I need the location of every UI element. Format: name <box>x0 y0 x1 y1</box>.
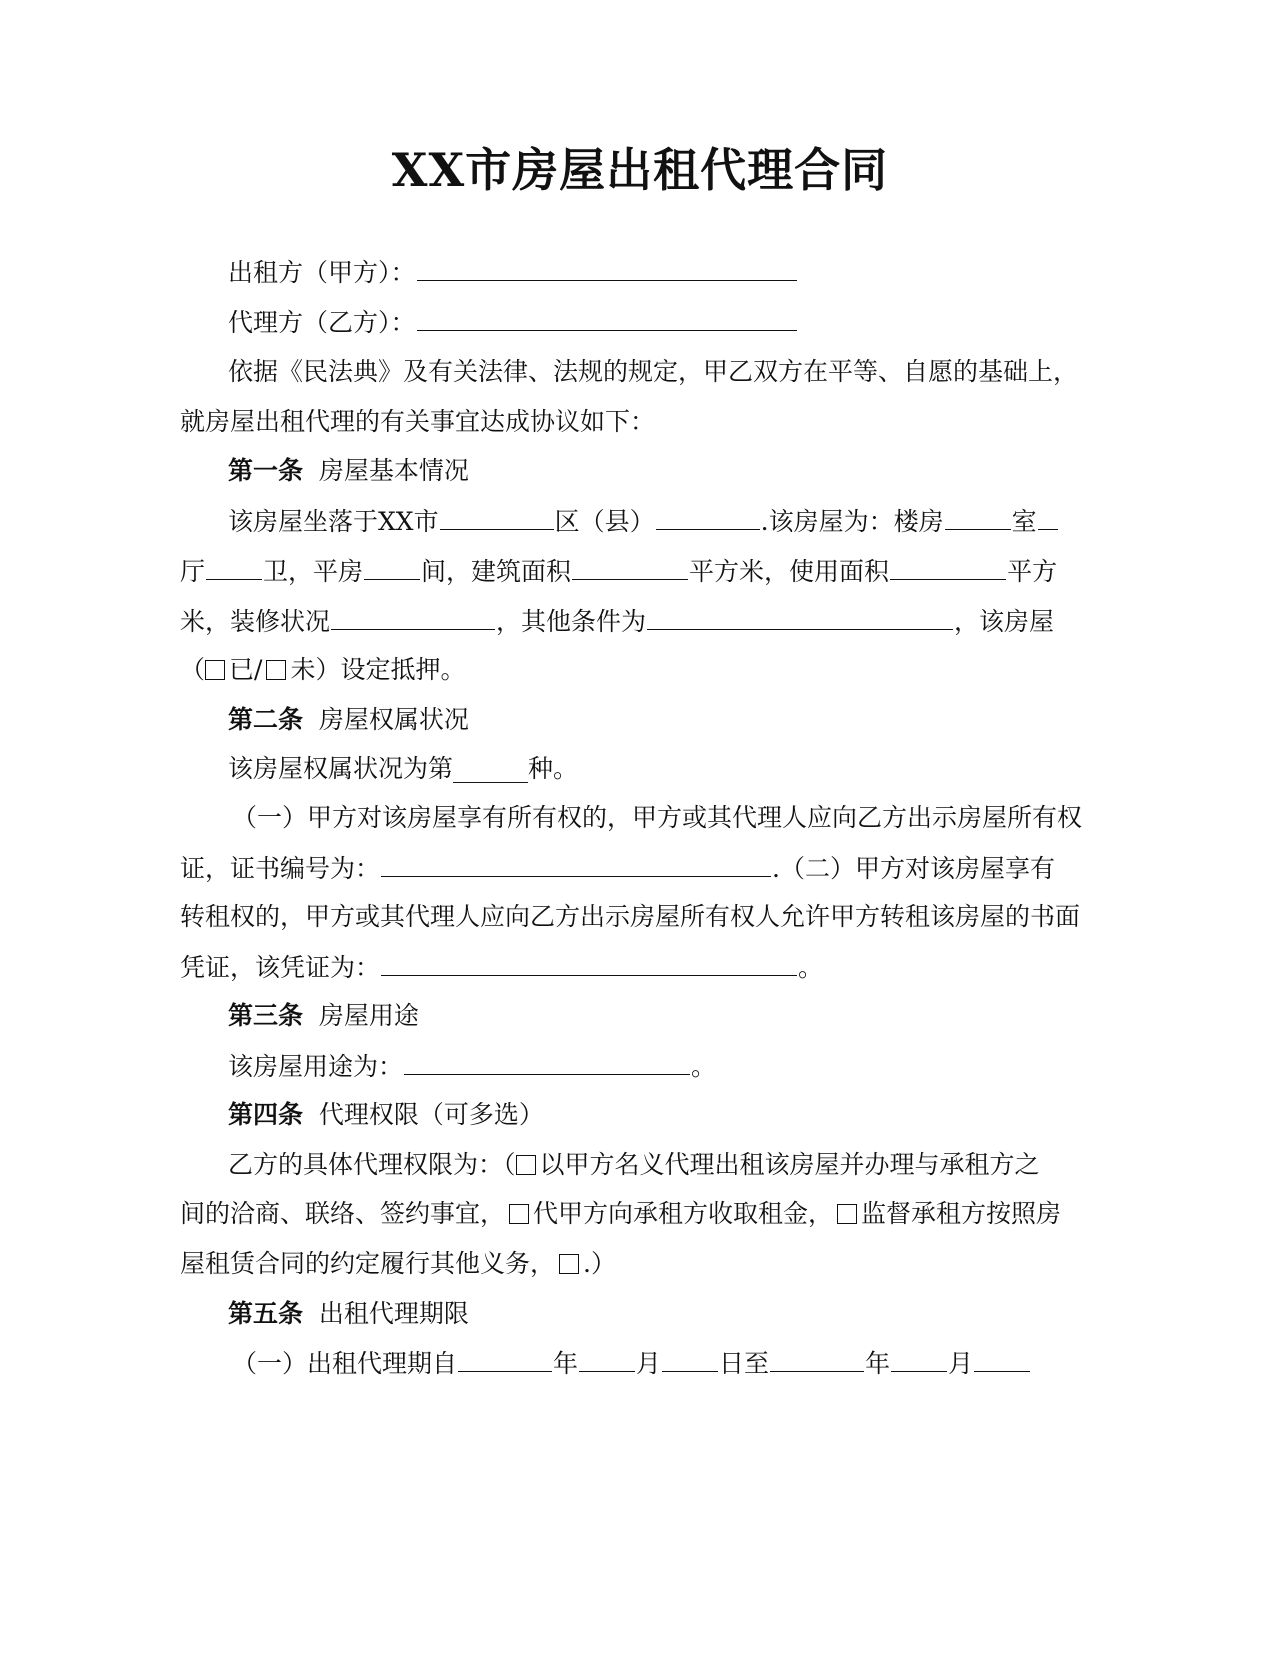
term-start-label: （一）出租代理期自 <box>232 1349 458 1378</box>
mortgaged-yes-label: 已/ <box>229 655 263 684</box>
article-4-line-3 <box>180 1246 616 1282</box>
usable-area-unit: 平方 <box>1007 557 1058 586</box>
article-1-heading <box>228 453 469 489</box>
article-1-line-3 <box>180 603 1054 640</box>
address-blank[interactable] <box>656 503 760 530</box>
other-conditions-blank[interactable] <box>647 603 953 630</box>
article-2-line-5 <box>180 949 823 986</box>
district-label: 区（县） <box>554 507 655 536</box>
article-1-number: 第一条 <box>228 456 304 485</box>
article-3-line-1 <box>228 1048 716 1085</box>
bungalow-rooms-blank[interactable] <box>364 553 420 580</box>
usable-area-label: 平方米，使用面积 <box>689 557 890 586</box>
article-4-line-2 <box>180 1196 1061 1232</box>
authority-lease-label-cont: 间的洽商、联络、签约事宜， <box>180 1199 506 1228</box>
authority-supervise-label: 监督承租方按照房 <box>861 1199 1062 1228</box>
party-b-label: 代理方（乙方）： <box>228 308 416 337</box>
party-a-label: 出租方（甲方）： <box>228 258 416 287</box>
year-label: 年 <box>865 1349 891 1378</box>
article-2-line-2: （一）甲方对该房屋享有所有权的，甲方或其代理人应向乙方出示房屋所有权 <box>232 803 1083 832</box>
authority-intro: 乙方的具体代理权限为：（ <box>228 1150 516 1179</box>
start-year-blank[interactable] <box>458 1345 552 1372</box>
article-1-line-2 <box>180 553 1057 590</box>
halls-blank-start[interactable] <box>1038 503 1058 530</box>
voucher-blank[interactable] <box>381 949 797 976</box>
article-3-number: 第三条 <box>228 1001 304 1030</box>
article-1-title: 房屋基本情况 <box>318 456 469 485</box>
article-2-title: 房屋权属状况 <box>318 705 469 734</box>
mortgaged-yes-checkbox[interactable] <box>205 660 225 680</box>
certificate-number-blank[interactable] <box>381 850 771 877</box>
preamble-line-2: 就房屋出租代理的有关事宜达成协议如下： <box>180 407 656 436</box>
baths-blank[interactable] <box>206 553 262 580</box>
article-4-number: 第四条 <box>228 1100 304 1129</box>
period: 。 <box>691 1052 717 1081</box>
end-month-blank[interactable] <box>891 1345 947 1372</box>
authority-lease-checkbox[interactable] <box>516 1155 536 1175</box>
usage-blank[interactable] <box>404 1048 690 1075</box>
decoration-label: 米，装修状况 <box>180 607 331 636</box>
article-4-line-1 <box>228 1147 1040 1183</box>
article-4-heading <box>228 1097 544 1133</box>
article-1-line-4 <box>180 652 465 688</box>
floor-area-label: 间，建筑面积 <box>421 557 572 586</box>
building-label: .该房屋为：楼房 <box>760 507 944 536</box>
article-2-number: 第二条 <box>228 705 304 734</box>
article-5-heading <box>228 1296 469 1332</box>
authority-rent-label: 代甲方向承租方收取租金， <box>533 1199 834 1228</box>
rooms-blank[interactable] <box>945 503 1011 530</box>
district-blank[interactable] <box>440 503 554 530</box>
halls-label: 厅 <box>180 557 206 586</box>
period: 。 <box>798 953 824 982</box>
article-2-heading <box>228 702 469 738</box>
party-b-blank[interactable] <box>417 304 797 331</box>
page-title: XX市房屋出租代理合同 <box>391 143 889 197</box>
paren-open: （ <box>180 655 206 684</box>
mortgaged-no-label: 未）设定抵押。 <box>290 655 466 684</box>
article-4-title: 代理权限（可多选） <box>318 1100 544 1129</box>
article-2-line-3 <box>180 850 1055 887</box>
other-conditions-label: ，其他条件为 <box>496 607 647 636</box>
article-3-heading <box>228 998 419 1034</box>
day-to-label: 日至 <box>719 1349 770 1378</box>
year-label: 年 <box>553 1349 579 1378</box>
sublease-clause-start: .（二）甲方对该房屋享有 <box>772 854 1055 883</box>
end-year-blank[interactable] <box>770 1345 864 1372</box>
article-2-line-1: 该房屋权属状况为第______种。 <box>228 754 579 783</box>
article-5-title: 出租代理期限 <box>318 1299 469 1328</box>
start-day-blank[interactable] <box>662 1345 718 1372</box>
preamble-line-1: 依据《民法典》及有关法律、法规的规定，甲乙双方在平等、自愿的基础上， <box>228 357 1079 386</box>
authority-rent-checkbox[interactable] <box>509 1204 529 1224</box>
floor-area-blank[interactable] <box>572 553 688 580</box>
decoration-blank[interactable] <box>331 603 495 630</box>
usable-area-blank[interactable] <box>890 553 1006 580</box>
bungalow-label: 卫，平房 <box>263 557 364 586</box>
authority-lease-label: 以甲方名义代理出租该房屋并办理与承租方之 <box>539 1150 1040 1179</box>
authority-supervise-checkbox[interactable] <box>837 1204 857 1224</box>
party-b-line <box>228 304 798 341</box>
authority-other-checkbox[interactable] <box>559 1254 579 1274</box>
rooms-label: 室 <box>1011 507 1037 536</box>
voucher-label: 凭证，该凭证为： <box>180 953 381 982</box>
month-label: 月 <box>948 1349 974 1378</box>
month-label: 月 <box>636 1349 662 1378</box>
article-2-line-4: 转租权的，甲方或其代理人应向乙方出示房屋所有权人允许甲方转租该房屋的书面 <box>180 902 1081 931</box>
mortgage-intro: ，该房屋 <box>954 607 1055 636</box>
party-a-blank[interactable] <box>417 254 797 281</box>
certificate-number-label: 证，证书编号为： <box>180 854 381 883</box>
location-city-label: 该房屋坐落于XX市 <box>228 507 439 536</box>
start-month-blank[interactable] <box>579 1345 635 1372</box>
usage-label: 该房屋用途为： <box>228 1052 404 1081</box>
article-3-title: 房屋用途 <box>318 1001 419 1030</box>
article-5-line-1 <box>232 1345 1031 1382</box>
authority-other-label: .） <box>583 1249 616 1278</box>
article-5-number: 第五条 <box>228 1299 304 1328</box>
authority-supervise-label-cont: 屋租赁合同的约定履行其他义务， <box>180 1249 556 1278</box>
end-day-blank[interactable] <box>974 1345 1030 1372</box>
article-1-line-1 <box>228 503 1059 540</box>
mortgaged-no-checkbox[interactable] <box>266 660 286 680</box>
party-a-line <box>228 254 798 291</box>
